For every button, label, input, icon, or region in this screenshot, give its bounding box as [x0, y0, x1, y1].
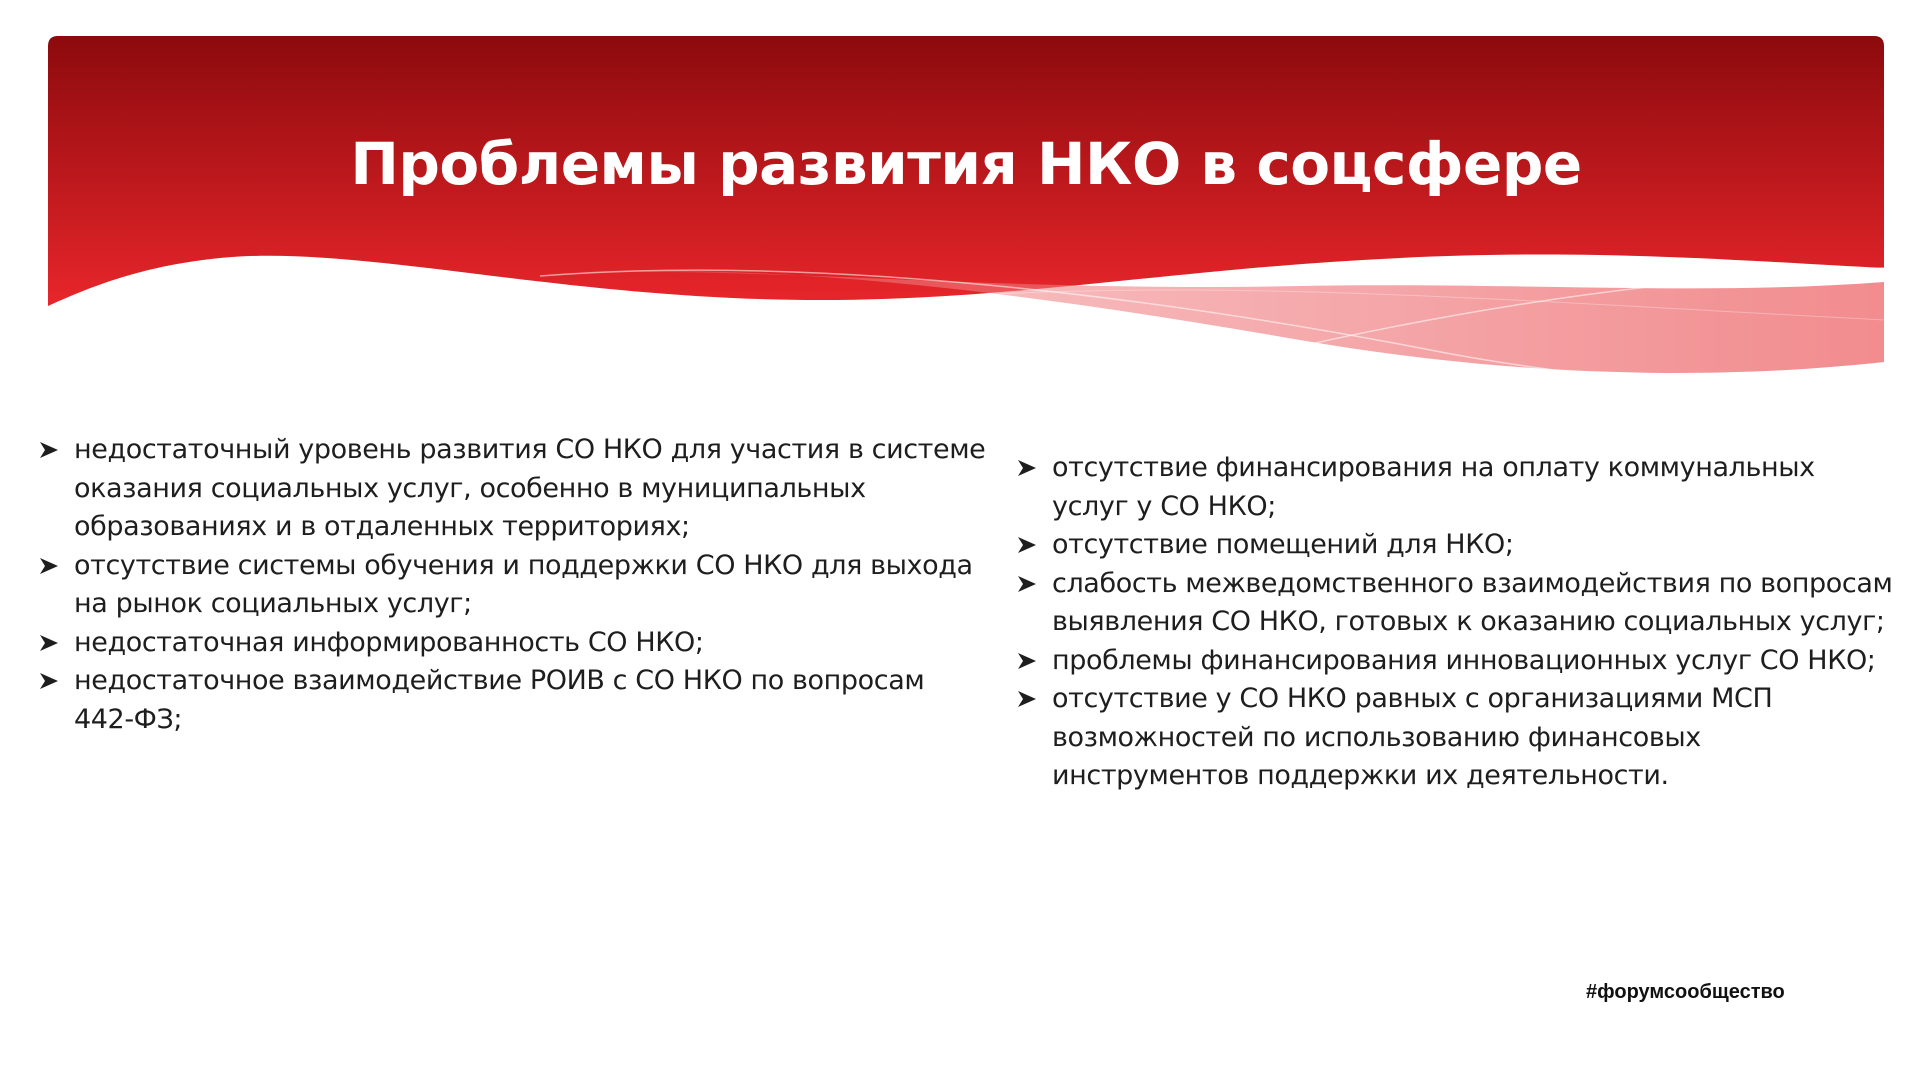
list-item: [1016, 642, 1896, 681]
slide-title: Проблемы развития НКО в соцсфере: [350, 130, 1582, 198]
arrow-bullet-icon: [38, 556, 60, 576]
list-item: [1016, 680, 1896, 796]
list-item-text: недостаточная информированность СО НКО;: [74, 626, 704, 658]
list-item-text: слабость межведомственного взаимодействия по вопросам выявления СО НКО, готовых к оказанию социальных услуг;: [1052, 567, 1893, 637]
arrow-bullet-icon: [1016, 458, 1038, 478]
arrow-bullet-icon: [38, 633, 60, 653]
footer-hashtag: #форумсообщество: [1586, 981, 1785, 1003]
list-item: [1016, 526, 1896, 565]
arrow-bullet-icon: [38, 440, 60, 460]
list-item-text: отсутствие финансирования на оплату коммунальных услуг у СО НКО;: [1052, 452, 1815, 522]
list-item-text: отсутствие у СО НКО равных с организациями МСП возможностей по использованию финансовых инструментов поддержки их деятельности.: [1052, 683, 1773, 791]
arrow-bullet-icon: [1016, 574, 1038, 594]
list-item: [38, 431, 988, 547]
arrow-bullet-icon: [38, 671, 60, 691]
list-item: [1016, 449, 1896, 526]
arrow-bullet-icon: [1016, 689, 1038, 709]
arrow-bullet-icon: [1016, 535, 1038, 555]
list-item-text: проблемы финансирования инновационных услуг СО НКО;: [1052, 644, 1876, 676]
list-item: [38, 624, 988, 663]
header-band: [0, 0, 1920, 420]
left-bullet-list: [38, 431, 988, 739]
list-item-text: недостаточное взаимодействие РОИВ с СО НКО по вопросам 442-ФЗ;: [74, 665, 925, 735]
right-bullet-list: [1016, 449, 1896, 796]
arrow-bullet-icon: [1016, 651, 1038, 671]
list-item-text: недостаточный уровень развития СО НКО для участия в системе оказания социальных услуг, особенно в муниципальных образованиях и в отдаленных территориях;: [74, 434, 986, 542]
list-item-text: отсутствие системы обучения и поддержки СО НКО для выхода на рынок социальных услуг;: [74, 549, 973, 619]
list-item: [38, 662, 988, 739]
list-item: [1016, 565, 1896, 642]
list-item-text: отсутствие помещений для НКО;: [1052, 529, 1514, 560]
list-item: [38, 547, 988, 624]
header-wave-graphic: [0, 0, 1920, 420]
